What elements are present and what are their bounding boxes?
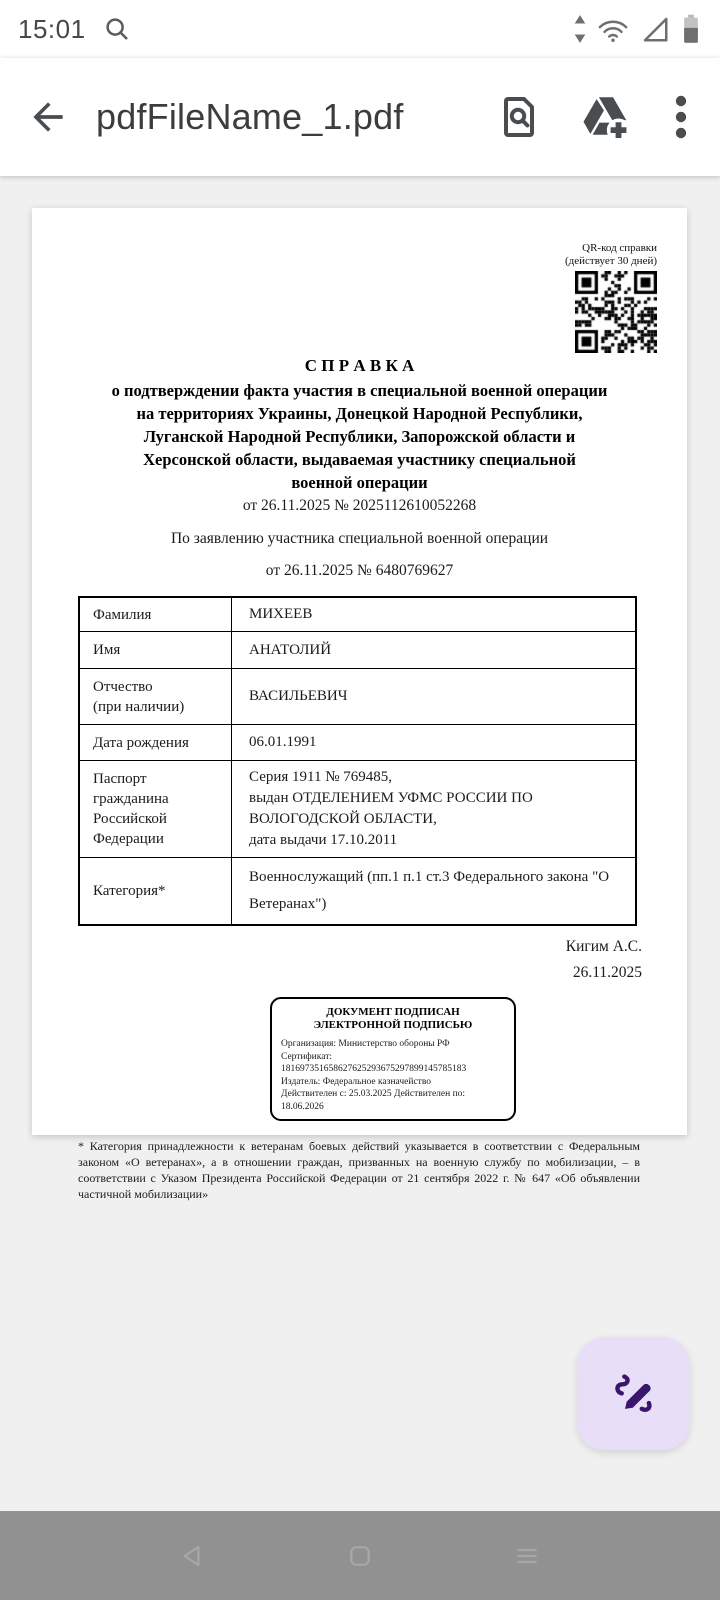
navigation-bar	[0, 1511, 720, 1600]
qr-block	[565, 242, 657, 358]
document-number: от 26.11.2025 № 2025112610052268	[242, 497, 477, 514]
stamp-certificate: Сертификат: 181697351658627625293675297899145785183	[281, 1051, 467, 1074]
table-row: Имя АНАТОЛИЙ	[80, 632, 635, 669]
table-row: Фамилия МИХЕЕВ	[80, 598, 635, 632]
app-bar	[0, 58, 720, 176]
qr-label: QR-код справки (действует 30 дней)	[565, 242, 657, 267]
stamp-organization: Организация: Министерство обороны РФ	[281, 1039, 450, 1049]
qr-code	[575, 271, 657, 353]
find-in-document-button[interactable]	[492, 89, 548, 145]
data-transfer-icon	[573, 14, 587, 44]
pdf-viewer-canvas[interactable]	[0, 176, 720, 1511]
signer-name: Кигим А.С.	[565, 938, 642, 955]
table-row: Дата рождения 06.01.1991	[80, 725, 635, 761]
pdf-page	[32, 208, 687, 1201]
cell-signal-icon	[639, 14, 671, 44]
battery-icon	[680, 13, 702, 45]
signature-block	[32, 938, 642, 982]
statement-number: от 26.11.2025 № 6480769627	[265, 562, 454, 579]
footnote: * Категория принадлежности к ветеранам боевых действий указывается в соответствии с Федеральным законом «О ветеранах», а в отношении граждан, призванных на военную службу по мобилизации, – в соответствии с Указом Президента Российской Федерации от 21 сентября 2022 г. № 647 «Об объявлении частичной мобилизации»	[78, 1139, 640, 1201]
table-row: Отчество (при наличии) ВАСИЛЬЕВИЧ	[80, 669, 635, 725]
status-bar	[0, 0, 720, 58]
wifi-icon	[596, 14, 630, 44]
file-title: pdfFileName_1.pdf	[96, 96, 404, 137]
clock: 15:01	[18, 13, 86, 44]
table-row: Паспорт гражданина Российской Федерации Серия 1911 № 769485, выдан ОТДЕЛЕНИЕМ УФМС РОССИИ ПО ВОЛОГОДСКОЙ ОБЛАСТИ, дата выдачи 17.10.2011	[80, 761, 635, 858]
document-title: С П Р А В К А	[304, 356, 415, 375]
back-arrow-icon[interactable]	[22, 91, 74, 143]
nav-back-icon[interactable]	[161, 1524, 225, 1588]
add-to-drive-button[interactable]	[578, 89, 634, 145]
nav-home-icon[interactable]	[328, 1524, 392, 1588]
signer-date: 26.11.2025	[572, 964, 642, 981]
stamp-issuer: Издатель: Федеральное казначейство	[281, 1076, 431, 1087]
stylus-pen-icon	[603, 1363, 665, 1425]
document-subtitle: о подтверждении факта участия в специальной военной операции на территориях Украины, Донецкой Народной Республики, Луганской Народной Республики, Запорожской области и Херсонской области, выдаваемая участнику специальной военной операции	[111, 381, 608, 492]
person-data-table	[78, 596, 637, 926]
search-icon	[102, 14, 132, 44]
annotate-fab[interactable]	[577, 1337, 690, 1450]
table-row: Категория* Военнослужащий (пп.1 п.1 ст.3 Федерального закона "О Ветеранах")	[80, 858, 635, 924]
nav-recents-icon[interactable]	[495, 1524, 559, 1588]
digital-signature-stamp: ДОКУМЕНТ ПОДПИСАН ЭЛЕКТРОННОЙ ПОДПИСЬЮ Организация: Министерство обороны РФ Сертификат: 181697351658627625293675297899145785183 Издатель: Федеральное казначейство Действителен с: 25.03.2025 Действителен по: 18.06.2026	[270, 997, 516, 1121]
statement-line: По заявлению участника специальной военной операции	[170, 530, 549, 547]
overflow-menu-button[interactable]	[664, 89, 698, 145]
stamp-validity: Действителен с: 25.03.2025 Действителен по: 18.06.2026	[281, 1089, 466, 1112]
